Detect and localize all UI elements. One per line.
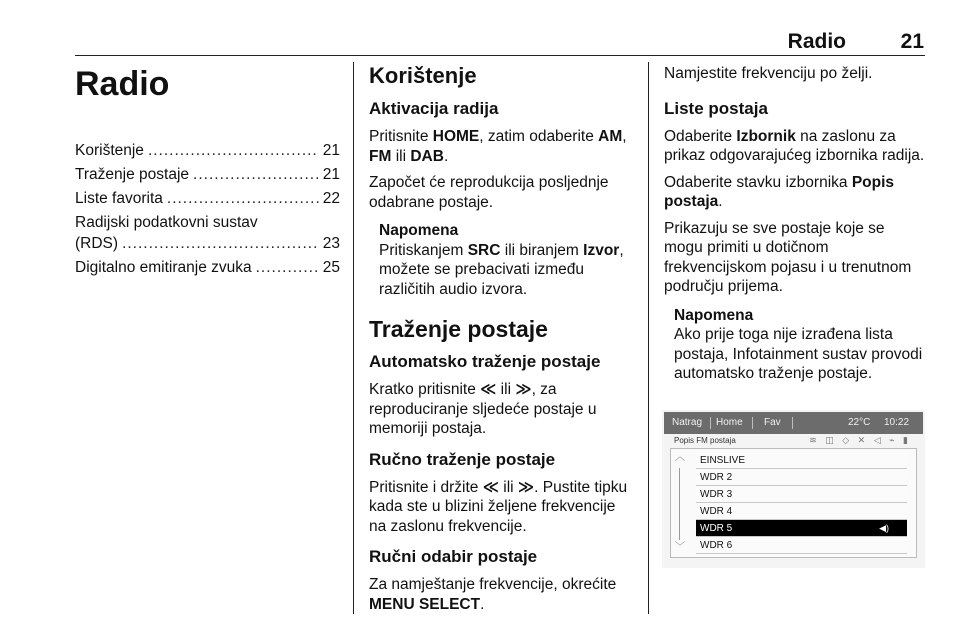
text-column-3 — [664, 62, 926, 384]
subheading-activation: Aktivacija radija — [369, 99, 499, 118]
subheading-manual-tuning: Ručni odabir postaje — [369, 547, 538, 566]
header-rule — [75, 55, 925, 56]
toc-leader-dots — [256, 257, 319, 278]
text-column-2 — [369, 62, 634, 614]
subheading-station-lists: Liste postaja — [664, 98, 768, 118]
station-list-item: WDR 6 — [696, 537, 907, 554]
toc-entry — [75, 188, 340, 209]
toc-leader-dots — [193, 164, 319, 185]
column-divider — [648, 62, 649, 614]
toc-entry-title: Digitalno emitiranje zvuka — [75, 259, 252, 276]
toc-entry-page: 22 — [322, 190, 340, 207]
lists-paragraph-2: Odaberite stavku izbornika Popis postaja. — [664, 173, 895, 210]
toc-entry-page: 25 — [322, 259, 340, 276]
table-of-contents — [75, 140, 340, 278]
seek-forward-symbol: ≫ — [515, 381, 532, 398]
section-heading-usage: Korištenje — [369, 63, 477, 88]
toc-leader-dots — [122, 233, 319, 254]
subheading-manual-search: Ručno traženje postaje — [369, 449, 556, 469]
toc-entry-page: 21 — [322, 142, 340, 159]
station-list-item: WDR 4 — [696, 503, 907, 520]
seek-forward-symbol: ≫ — [517, 478, 535, 496]
toc-entry-title: Radijski podatkovni sustav — [75, 214, 258, 231]
toc-entry — [75, 164, 340, 185]
note-heading: Napomena — [674, 306, 754, 324]
screen-tab-back: Natrag — [672, 417, 703, 428]
screen-clock: 10:22 — [884, 417, 910, 428]
screen-status-icons: ≋ ◫ ◇ ✕ ◁ ⌁ ▮ — [809, 435, 911, 445]
lists-paragraph-1: Odaberite Izbornik na zaslonu za prikaz odgovarajućeg izbornika radija. — [664, 127, 925, 164]
station-list-item: WDR 5 ◀) — [696, 520, 907, 537]
toc-column — [75, 62, 340, 281]
toc-entry-title: Traženje postaje — [75, 166, 190, 183]
page-number: 21 — [900, 30, 924, 53]
scroll-down-icon: ﹀ — [675, 542, 685, 553]
manual-tuning-paragraph: Za namještanje frekvencije, okrećite MENU SELECT. — [369, 576, 617, 613]
station-list-item: WDR 3 — [696, 486, 907, 503]
activation-paragraph: Pritisnite HOME, zatim odaberite AM, FM ili DAB. — [369, 128, 627, 165]
toc-entry-title: (RDS) — [75, 235, 119, 252]
screen-top-bar — [664, 412, 923, 434]
toc-entry — [75, 257, 340, 278]
manual-search-paragraph: Pritisnite i držite ≪ ili ≫. Pustite tipku kada ste u blizini željene frekvencije na zaslonu frekvencije. — [369, 478, 628, 535]
toc-entry-title: Liste favorita — [75, 190, 163, 207]
activation-paragraph-2: Započet će reprodukcija posljednje odabrane postaje. — [369, 174, 609, 211]
note-heading: Napomena — [379, 222, 459, 239]
station-list-item: EINSLIVE — [696, 452, 907, 469]
seek-back-symbol: ≪ — [482, 478, 499, 496]
note-block: Napomena Ako prije toga nije izrađena lista postaja, Infotainment sustav provodi automatsko traženje postaje. — [674, 306, 926, 384]
lists-paragraph-3: Prikazuju se sve postaje koje se mogu primiti u dotičnom frekvencijskom pojasu i u trenutnom području prijema. — [664, 219, 912, 295]
toc-entry-title: Korištenje — [75, 142, 144, 159]
station-list-item: WDR 2 — [696, 469, 907, 486]
scroll-track — [679, 468, 680, 540]
toc-leader-dots — [148, 140, 319, 161]
adjust-paragraph: Namjestite frekvenciju po želji. — [664, 65, 873, 82]
scroll-up-icon: ︿ — [675, 452, 685, 463]
toc-entry-page: 23 — [322, 235, 340, 252]
screen-tab-fav: Fav — [764, 417, 781, 428]
note-block: Napomena Pritiskanjem SRC ili biranjem Izvor, možete se prebacivati između različitih audio izvora. — [379, 221, 634, 299]
chapter-title: Radio — [75, 65, 170, 103]
header-title: Radio — [787, 30, 846, 53]
screen-tab-home: Home — [716, 417, 743, 428]
screen-temperature: 22°C — [848, 417, 871, 428]
toc-entry — [75, 212, 340, 254]
seek-back-symbol: ≪ — [480, 381, 497, 398]
speaker-icon: ◀) — [879, 523, 889, 533]
section-heading-search: Traženje postaje — [369, 316, 548, 342]
toc-leader-dots — [167, 188, 319, 209]
auto-search-paragraph: Kratko pritisnite ≪ ili ≫, za reproduciranje sljedeće postaje u memoriji postaja. — [369, 381, 597, 437]
column-divider — [353, 62, 354, 614]
subheading-auto-search: Automatsko traženje postaje — [369, 352, 601, 371]
station-list — [696, 452, 907, 554]
screen-subtitle: Popis FM postaja — [674, 436, 736, 445]
toc-entry-page: 21 — [322, 166, 340, 183]
infotainment-screen-image — [662, 410, 925, 568]
toc-entry — [75, 140, 340, 161]
